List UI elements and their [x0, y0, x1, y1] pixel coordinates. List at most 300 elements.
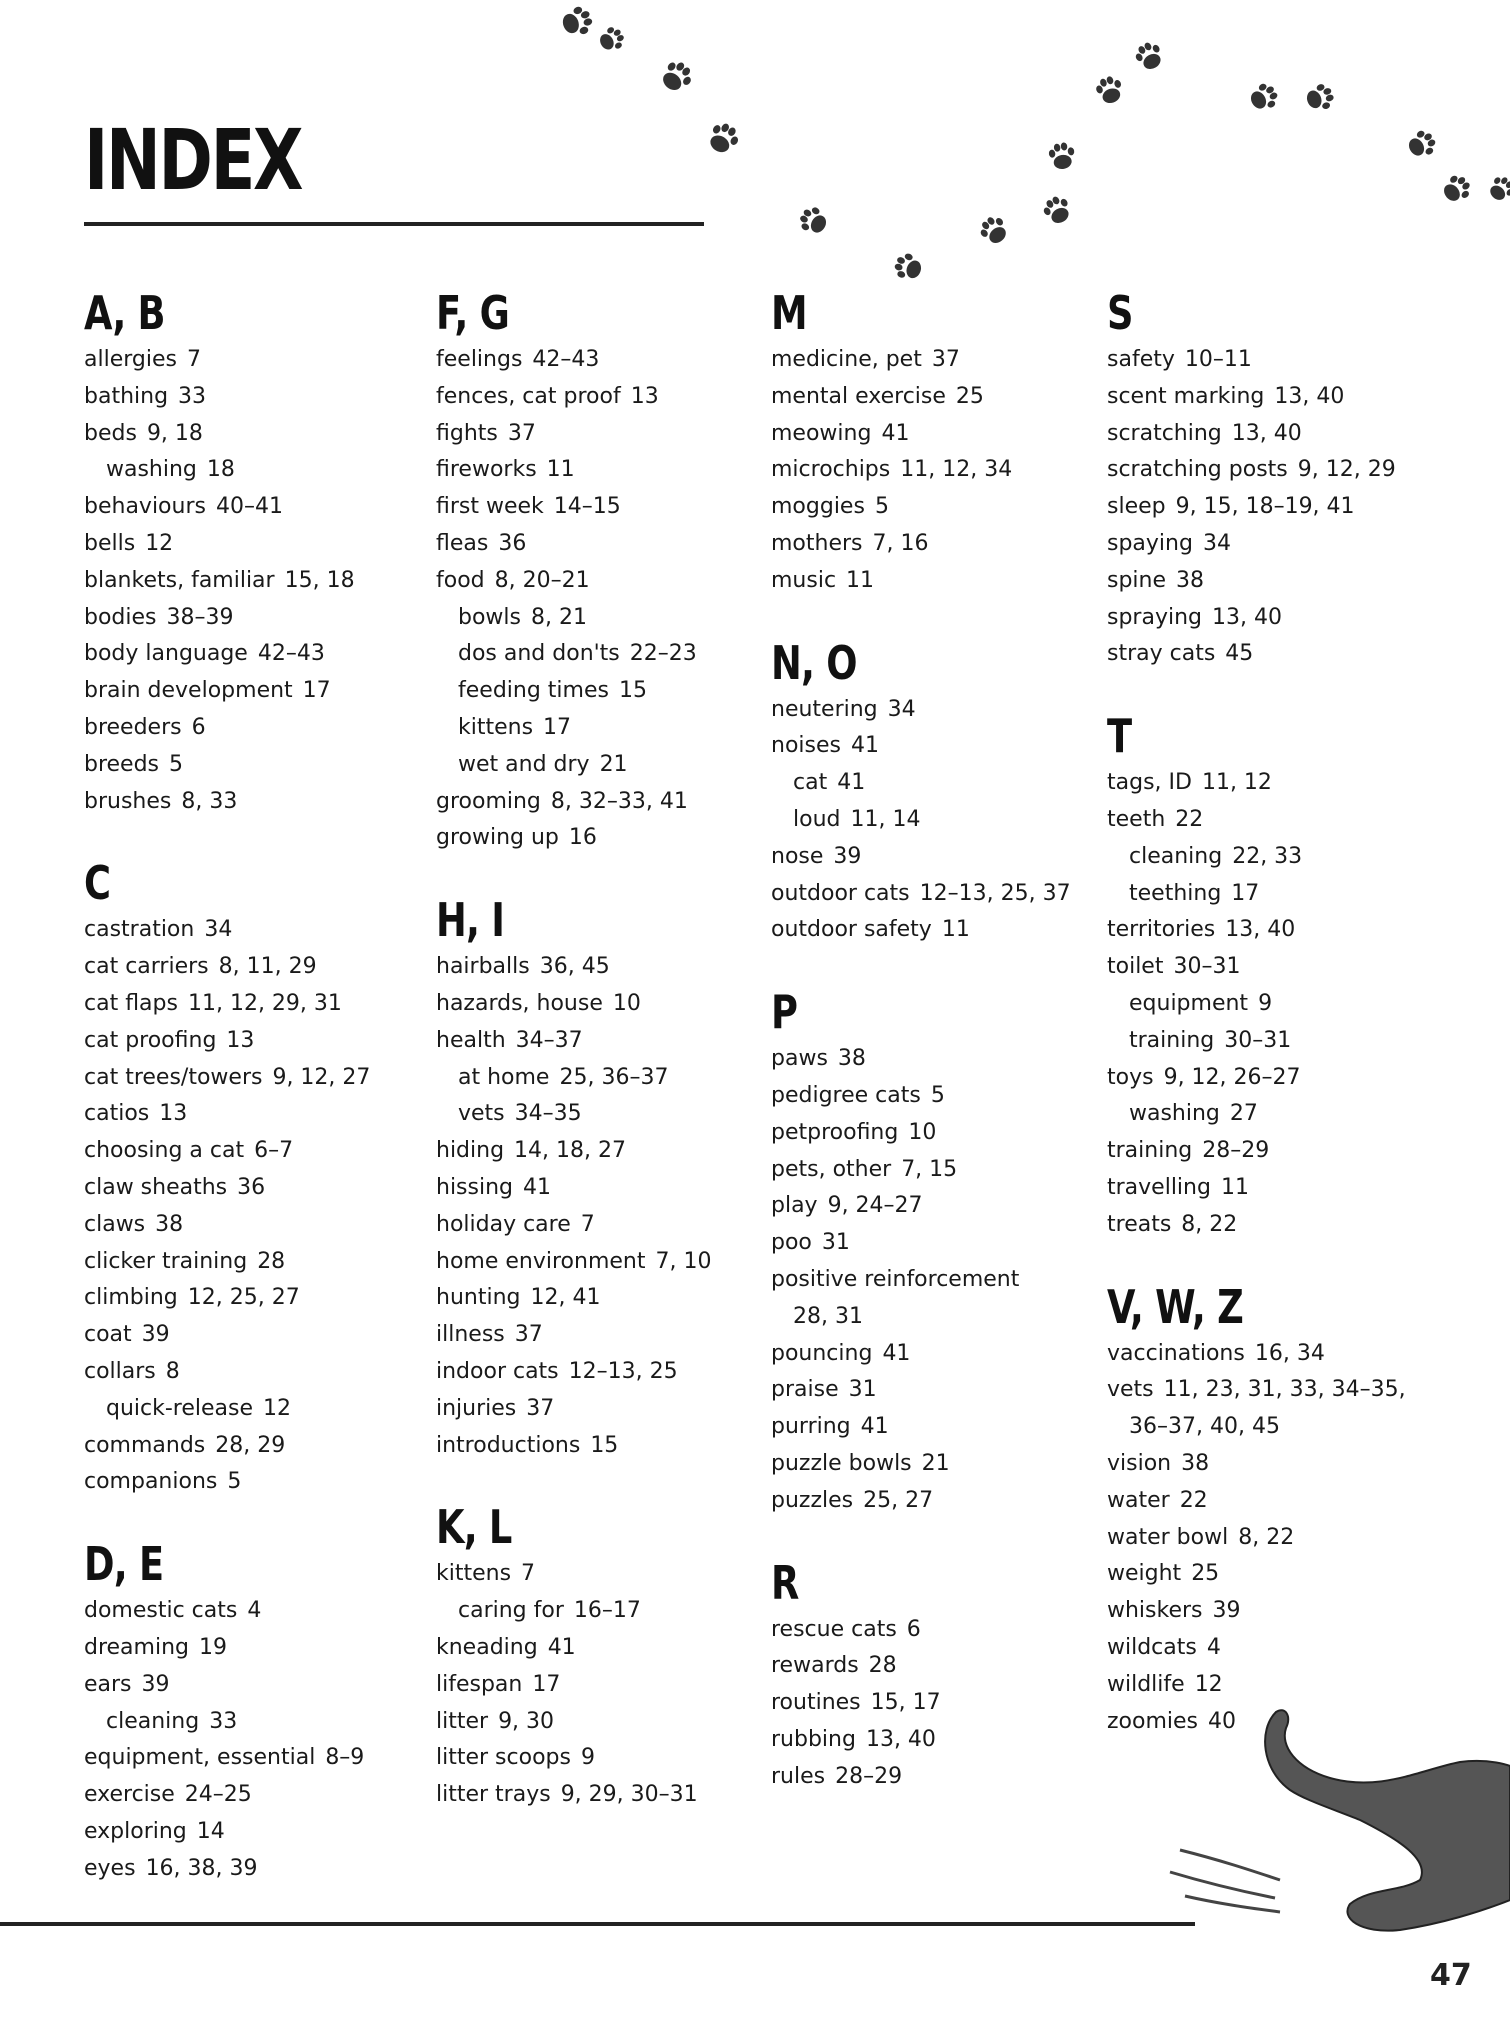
entry-page-numbers: 14–15 [553, 494, 621, 520]
entry-page-numbers: 21 [599, 751, 628, 777]
entry-page-numbers: 37 [514, 1322, 543, 1348]
section-letter-heading: P [771, 985, 798, 1040]
entry-term: food [436, 567, 485, 593]
entry-term: bathing [84, 383, 169, 409]
entry-page-numbers: 25, 36–37 [559, 1064, 669, 1090]
entry-page-numbers: 13 [630, 383, 659, 409]
entry-term: brushes [84, 788, 172, 814]
index-entry [84, 1060, 404, 1097]
index-entry [1107, 1133, 1427, 1170]
title-divider [84, 222, 704, 226]
index-section [436, 1500, 756, 1814]
entry-term: introductions [436, 1432, 581, 1458]
index-entry [436, 1667, 756, 1704]
index-entry [771, 1372, 1091, 1409]
entry-page-numbers: 9, 12, 26–27 [1163, 1064, 1301, 1090]
entry-term: exploring [84, 1818, 187, 1844]
entry-page-numbers: 9, 24–27 [827, 1193, 923, 1219]
section-letter-heading: F, G [436, 286, 510, 340]
index-entry [84, 342, 404, 379]
index-entry [1107, 379, 1427, 416]
section-letter-heading: S [1107, 286, 1133, 340]
index-entry [84, 1593, 404, 1630]
entry-page-numbers: 34–37 [515, 1027, 583, 1053]
entry-page-numbers: 6 [906, 1616, 921, 1642]
entry-term: travelling [1107, 1174, 1211, 1200]
entry-term: behaviours [84, 494, 206, 520]
entry-page-numbers: 8, 33 [181, 788, 238, 814]
index-entry [84, 600, 404, 637]
entry-term: spraying [1107, 604, 1202, 630]
index-entry [1107, 1520, 1427, 1557]
entry-page-numbers: 39 [141, 1671, 170, 1697]
entry-page-numbers: 41 [882, 1340, 911, 1366]
entry-page-numbers: 18 [206, 457, 235, 483]
entry-term: vets [1107, 1377, 1154, 1403]
entry-page-numbers: 17 [1231, 880, 1260, 906]
entry-term: noises [771, 733, 841, 759]
index-entry [771, 1078, 1091, 1115]
index-section [771, 985, 1091, 1519]
entry-page-numbers: 11, 14 [850, 806, 921, 832]
index-entry [1107, 526, 1427, 563]
entry-term: hiding [436, 1138, 505, 1164]
entry-term: mental exercise [771, 383, 946, 409]
entry-page-numbers: 11 [941, 917, 970, 943]
entry-term: fights [436, 420, 498, 446]
entry-term: spine [1107, 567, 1167, 593]
index-entry [1107, 452, 1427, 489]
entry-page-numbers: 15, 17 [870, 1690, 941, 1716]
entry-page-numbers: 16–17 [573, 1598, 641, 1624]
index-entry [1107, 1336, 1427, 1373]
entry-page-numbers: 9, 12, 27 [272, 1064, 371, 1090]
index-entry [1107, 636, 1427, 673]
entry-term: feelings [436, 347, 523, 372]
entry-term: teething [1129, 880, 1222, 906]
index-entry [84, 1096, 404, 1133]
entry-term: training [1129, 1027, 1215, 1053]
index-entry [436, 1317, 756, 1354]
index-entry [84, 1023, 404, 1060]
entry-page-numbers: 25 [1191, 1561, 1220, 1587]
entry-page-numbers: 33 [178, 383, 207, 409]
entry-page-numbers: 15 [618, 678, 647, 704]
index-entry [771, 1648, 1091, 1685]
entry-term: caring for [458, 1598, 564, 1624]
entry-term: cleaning [1129, 843, 1223, 869]
entry-page-numbers: 4 [247, 1598, 262, 1624]
entry-page-numbers: 8, 22 [1238, 1524, 1295, 1550]
entry-term: indoor cats [436, 1358, 559, 1384]
index-entry [1107, 1060, 1427, 1097]
entry-page-numbers: 12, 25, 27 [187, 1285, 300, 1311]
entry-page-numbers: 7, 15 [901, 1156, 958, 1182]
entry-term: brain development [84, 678, 293, 704]
entry-term: music [771, 567, 837, 593]
entry-term: tags, ID [1107, 770, 1192, 796]
entry-page-numbers: 39 [833, 843, 862, 869]
index-entry [84, 416, 404, 453]
entry-page-numbers: 5 [169, 751, 184, 777]
entry-page-numbers: 11 [1220, 1174, 1249, 1200]
entry-page-numbers: 16, 34 [1254, 1340, 1325, 1366]
entry-term: kittens [458, 714, 534, 740]
entry-page-numbers: 6 [191, 714, 206, 740]
index-entry [1107, 1667, 1427, 1704]
entry-page-numbers: 12 [145, 530, 174, 556]
entry-page-numbers: 8, 20–21 [494, 567, 590, 593]
index-section [771, 286, 1091, 600]
entry-term: territories [1107, 917, 1216, 943]
entry-page-numbers: 41 [860, 1414, 889, 1440]
entry-page-numbers: 5 [930, 1082, 945, 1108]
index-entry [771, 1409, 1091, 1446]
index-entry [1107, 1593, 1427, 1630]
entry-page-numbers: 11, 23, 31, 33, 34–35, [1163, 1377, 1406, 1403]
index-entry [436, 526, 756, 563]
entry-page-numbers: 11, 12, 29, 31 [187, 990, 342, 1016]
index-entry [436, 986, 756, 1023]
entry-term: holiday care [436, 1211, 571, 1237]
index-entry [84, 1464, 404, 1501]
entry-term: routines [771, 1690, 861, 1716]
entry-page-numbers: 31 [848, 1377, 877, 1403]
index-entry [771, 692, 1091, 729]
entry-page-numbers: 38 [1181, 1450, 1210, 1476]
index-subentry [436, 747, 756, 784]
index-entry [771, 1722, 1091, 1759]
entry-term: hissing [436, 1174, 513, 1200]
index-subentry [771, 1299, 1091, 1336]
entry-term: cat flaps [84, 990, 178, 1016]
entry-term: whiskers [1107, 1598, 1203, 1624]
entry-page-numbers: 7 [521, 1561, 536, 1587]
index-column-3 [771, 286, 1091, 1832]
index-subentry [436, 1593, 756, 1630]
entry-page-numbers: 36 [498, 530, 527, 556]
entry-term: commands [84, 1432, 206, 1458]
entry-term: beds [84, 420, 137, 446]
entry-term: vision [1107, 1450, 1172, 1476]
entry-page-numbers: 12, 41 [530, 1285, 601, 1311]
bottom-divider [0, 1922, 1195, 1926]
entry-page-numbers: 12 [263, 1395, 292, 1421]
index-entry [84, 636, 404, 673]
entry-page-numbers: 12–13, 25 [568, 1358, 678, 1384]
entry-term: catios [84, 1101, 150, 1127]
entry-page-numbers: 38–39 [166, 604, 234, 630]
entry-term: litter trays [436, 1782, 551, 1808]
index-entry [1107, 1630, 1427, 1667]
index-entry [1107, 1170, 1427, 1207]
entry-term: hunting [436, 1285, 521, 1311]
entry-page-numbers: 17 [302, 678, 331, 704]
entry-term: vets [458, 1101, 505, 1127]
entry-page-numbers: 38 [837, 1046, 866, 1072]
entry-page-numbers: 36 [237, 1174, 266, 1200]
index-column-2 [436, 286, 756, 1850]
index-subentry [436, 1096, 756, 1133]
index-entry [436, 1280, 756, 1317]
entry-page-numbers: 5 [227, 1469, 242, 1495]
entry-term: washing [1129, 1101, 1220, 1127]
index-entry [1107, 563, 1427, 600]
entry-term: bells [84, 530, 136, 556]
index-entry [771, 1483, 1091, 1520]
entry-term: moggies [771, 494, 865, 520]
entry-page-numbers: 8, 11, 29 [218, 954, 317, 980]
entry-term: first week [436, 494, 544, 520]
entry-term: pouncing [771, 1340, 873, 1366]
index-entry [1107, 342, 1427, 379]
index-column-1 [84, 286, 404, 1923]
entry-page-numbers: 28–29 [1202, 1138, 1270, 1164]
index-subentry [84, 1704, 404, 1741]
entry-page-numbers: 8 [165, 1358, 180, 1384]
entry-term: neutering [771, 696, 878, 722]
entry-term: stray cats [1107, 641, 1216, 667]
entry-page-numbers: 41 [850, 733, 879, 759]
index-entry [1107, 1556, 1427, 1593]
index-subentry [1107, 1023, 1427, 1060]
entry-term: coat [84, 1322, 132, 1348]
entry-term: wet and dry [458, 751, 590, 777]
entry-page-numbers: 13, 40 [1274, 383, 1345, 409]
entry-page-numbers: 9, 18 [146, 420, 203, 446]
entry-term: vaccinations [1107, 1340, 1245, 1366]
entry-page-numbers: 9 [1258, 990, 1273, 1016]
entry-page-numbers: 14, 18, 27 [514, 1138, 627, 1164]
entry-term: scratching posts [1107, 457, 1288, 483]
entry-page-numbers: 37 [931, 347, 960, 372]
section-letter-heading: V, W, Z [1107, 1279, 1243, 1334]
entry-page-numbers: 14 [196, 1818, 225, 1844]
entry-term: kittens [436, 1561, 512, 1587]
index-section [84, 286, 404, 820]
entry-term: puzzle bowls [771, 1450, 912, 1476]
index-entry [84, 1814, 404, 1851]
entry-page-numbers: 7, 10 [655, 1248, 712, 1274]
index-entry [84, 1133, 404, 1170]
index-section [436, 893, 756, 1464]
entry-term: fireworks [436, 457, 537, 483]
index-entry [436, 1428, 756, 1465]
index-section [84, 1537, 404, 1887]
index-subentry [84, 452, 404, 489]
index-entry [771, 1152, 1091, 1189]
entry-term: injuries [436, 1395, 517, 1421]
index-entry [84, 1244, 404, 1281]
index-entry [436, 1556, 756, 1593]
entry-term: hairballs [436, 954, 530, 980]
section-letter-heading: N, O [771, 635, 857, 690]
entry-page-numbers: 31 [821, 1230, 850, 1256]
entry-page-numbers: 12–13, 25, 37 [919, 880, 1071, 906]
index-entry [436, 416, 756, 453]
entry-term: washing [106, 457, 197, 483]
entry-term: cat trees/towers [84, 1064, 263, 1090]
entry-term: fleas [436, 530, 489, 556]
index-entry [771, 379, 1091, 416]
section-letter-heading: T [1107, 709, 1132, 764]
index-entry [1107, 416, 1427, 453]
index-subentry [436, 600, 756, 637]
index-entry [771, 1759, 1091, 1796]
index-entry [771, 1685, 1091, 1722]
entry-page-numbers: 24–25 [184, 1782, 252, 1808]
entry-term: puzzles [771, 1487, 854, 1513]
index-entry [436, 1354, 756, 1391]
entry-page-numbers: 19 [199, 1634, 227, 1660]
index-entry [436, 1704, 756, 1741]
entry-term: play [771, 1193, 818, 1219]
entry-term: equipment, essential [84, 1745, 316, 1771]
index-entry [771, 1115, 1091, 1152]
entry-page-numbers: 28–29 [835, 1763, 903, 1789]
entry-term: eyes [84, 1855, 136, 1881]
index-entry [771, 1041, 1091, 1078]
entry-term: ears [84, 1671, 132, 1697]
entry-term: praise [771, 1377, 839, 1403]
index-entry [1107, 1207, 1427, 1244]
entry-page-numbers: 42–43 [532, 347, 600, 372]
section-letter-heading: D, E [84, 1537, 164, 1592]
page-number: 47 [1430, 1958, 1472, 1993]
entry-term: claws [84, 1211, 146, 1237]
index-section [1107, 286, 1427, 673]
entry-term: illness [436, 1322, 505, 1348]
index-entry [771, 1188, 1091, 1225]
index-entry [436, 1630, 756, 1667]
entry-page-numbers: 8, 21 [531, 604, 587, 630]
entry-page-numbers: 28, 29 [215, 1432, 286, 1458]
entry-term: toys [1107, 1064, 1154, 1090]
entry-term: poo [771, 1230, 812, 1256]
index-subentry [84, 1391, 404, 1428]
index-section [1107, 1280, 1427, 1741]
entry-page-numbers: 34–35 [514, 1101, 582, 1127]
entry-term: mothers [771, 530, 863, 556]
entry-page-numbers: 9, 29, 30–31 [560, 1782, 698, 1808]
entry-term: outdoor cats [771, 880, 910, 906]
entry-term: rescue cats [771, 1616, 897, 1642]
entry-term: loud [793, 806, 841, 832]
index-entry [436, 489, 756, 526]
index-entry [84, 710, 404, 747]
index-entry [84, 1207, 404, 1244]
index-entry [1107, 1483, 1427, 1520]
entry-page-numbers: 17 [543, 714, 572, 740]
index-entry [436, 379, 756, 416]
index-entry [84, 1777, 404, 1814]
index-entry [84, 563, 404, 600]
entry-term: dreaming [84, 1634, 189, 1660]
index-entry [771, 1336, 1091, 1373]
entry-page-numbers: 30–31 [1173, 954, 1241, 980]
entry-page-numbers: 28 [257, 1248, 286, 1274]
entry-term: wildcats [1107, 1634, 1197, 1660]
index-entry [436, 949, 756, 986]
index-entry [771, 1612, 1091, 1649]
entry-term: lifespan [436, 1671, 523, 1697]
entry-page-numbers: 30–31 [1224, 1027, 1292, 1053]
entry-term: positive reinforcement [771, 1266, 1020, 1292]
entry-term: 36–37, 40, 45 [1129, 1414, 1280, 1440]
entry-page-numbers: 39 [141, 1322, 170, 1348]
paw-print-icon [559, 4, 1510, 283]
entry-page-numbers: 11, 12, 34 [900, 457, 1013, 483]
entry-term: toilet [1107, 954, 1164, 980]
entry-term: castration [84, 917, 195, 943]
entry-page-numbers: 39 [1212, 1598, 1241, 1624]
entry-page-numbers: 13, 40 [1225, 917, 1296, 943]
entry-term: scratching [1107, 420, 1222, 446]
entry-page-numbers: 8, 22 [1181, 1211, 1238, 1237]
entry-term: feeding times [458, 678, 609, 704]
index-entry [771, 728, 1091, 765]
entry-page-numbers: 22 [1175, 806, 1204, 832]
index-entry [771, 839, 1091, 876]
entry-page-numbers: 12 [1194, 1671, 1223, 1697]
entry-page-numbers: 28 [868, 1653, 897, 1679]
index-entry [1107, 765, 1427, 802]
index-entry [771, 1446, 1091, 1483]
index-entry [84, 912, 404, 949]
entry-term: cat proofing [84, 1027, 217, 1053]
entry-term: at home [458, 1064, 550, 1090]
index-entry [771, 416, 1091, 453]
entry-page-numbers: 4 [1206, 1634, 1221, 1660]
entry-page-numbers: 40 [1208, 1708, 1237, 1734]
index-column-4 [1107, 286, 1427, 1776]
index-entry [771, 876, 1091, 913]
index-section [771, 636, 1091, 950]
entry-term: companions [84, 1469, 218, 1495]
entry-term: climbing [84, 1285, 178, 1311]
entry-term: medicine, pet [771, 347, 922, 372]
entry-term: clicker training [84, 1248, 248, 1274]
index-subentry [436, 710, 756, 747]
entry-page-numbers: 10–11 [1184, 347, 1252, 372]
section-letter-heading: M [771, 286, 807, 340]
entry-term: rewards [771, 1653, 859, 1679]
entry-page-numbers: 15 [590, 1432, 619, 1458]
index-entry [84, 784, 404, 821]
entry-term: exercise [84, 1782, 175, 1808]
index-entry [771, 526, 1091, 563]
index-entry [1107, 802, 1427, 839]
index-entry [1107, 600, 1427, 637]
index-subentry [436, 1060, 756, 1097]
entry-term: kneading [436, 1634, 538, 1660]
entry-term: weight [1107, 1561, 1182, 1587]
index-entry [84, 673, 404, 710]
section-letter-heading: H, I [436, 893, 505, 948]
entry-term: water bowl [1107, 1524, 1229, 1550]
entry-term: spaying [1107, 530, 1193, 556]
index-entry [436, 784, 756, 821]
index-subentry [1107, 876, 1427, 913]
index-entry [84, 1851, 404, 1888]
section-letter-heading: A, B [84, 286, 165, 340]
index-entry [771, 342, 1091, 379]
index-subentry [436, 673, 756, 710]
index-entry [84, 489, 404, 526]
index-entry [1107, 1704, 1427, 1741]
entry-term: equipment [1129, 990, 1249, 1016]
entry-page-numbers: 13 [226, 1027, 255, 1053]
